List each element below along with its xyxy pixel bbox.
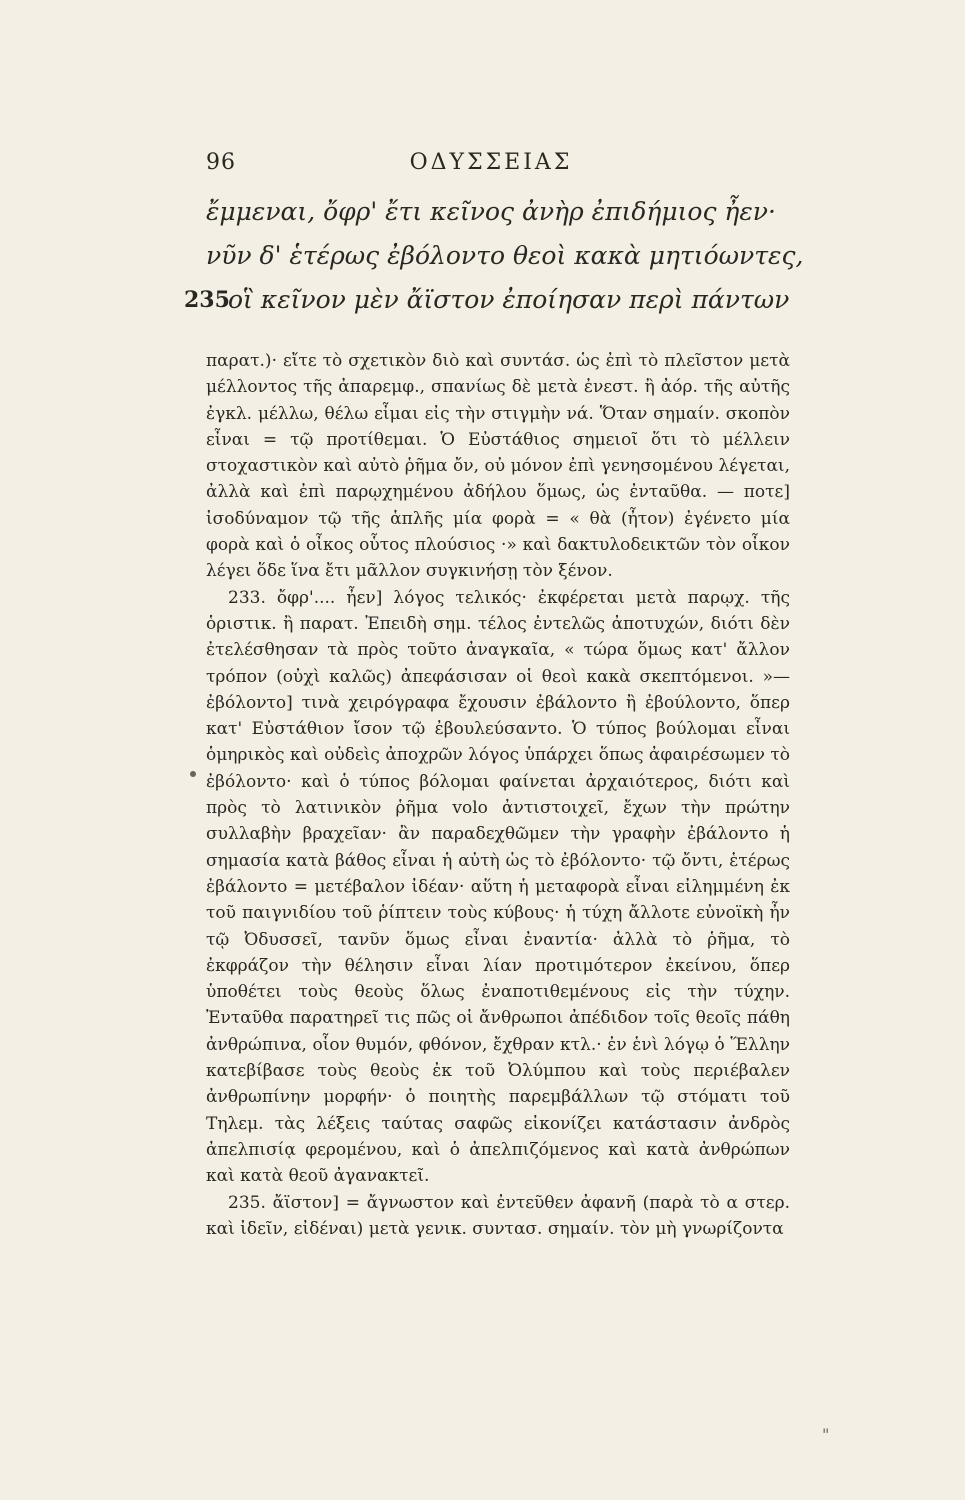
verse-text: νῦν δ' ἑτέρως ἐβόλοντο θεοὶ κακὰ μητιόωντες, xyxy=(206,241,804,270)
verse-line xyxy=(206,190,786,234)
commentary-paragraph: 233. ὄφρ'.... ἦεν] λόγος τελικός· ἐκφέρεται μετὰ παρῳχ. τῆς ὁριστικ. ἢ παρατ. Ἐπειδὴ σημ. τέλος ἐντελῶς ἀποτυχών, διότι δὲν ἐτελέσθησαν τὰ πρὸς τοῦτο ἀναγκαῖα, « τώρα ὅμως κατ' ἄλλον τρόπον (οὐχὶ καλῶς) ἀπεφάσισαν οἱ θεοὶ κακὰ σκεπτόμενοι. »— ἐβόλοντο] τινὰ χειρόγραφα ἔχουσιν ἐβάλοντο ἢ ἐβούλοντο, ὅπερ κατ' Εὐστάθιον ἴσον τῷ ἐβουλεύσαντο. Ὁ τύπος βούλομαι εἶναι ὁμηρικὸς καὶ οὐδεὶς ἀποχρῶν λόγος ὑπάρχει ὅπως ἀφαιρέσωμεν τὸ ἐβόλοντο· καὶ ὁ τύπος βόλομαι φαίνεται ἀρχαιότερος, διότι καὶ πρὸς τὸ λατινικὸν ῥῆμα volo ἀντιστοιχεῖ, ἔχων τὴν πρώτην συλλαβὴν βραχεῖαν· ἂν παραδεχθῶμεν τὴν γραφὴν ἐβάλοντο ἡ σημασία κατὰ βάθος εἶναι ἡ αὐτὴ ὡς τὸ ἐβόλοντο· τῷ ὄντι, ἑτέρως ἐβάλοντο = μετέβαλον ἰδέαν· αὕτη ἡ μεταφορὰ εἶναι εἰλημμένη ἐκ τοῦ παιγνιδίου τοῦ ῥίπτειν τοὺς κύβους· ἡ τύχη ἄλλοτε εὐνοϊκὴ ἦν τῷ Ὀδυσσεῖ, τανῦν ὅμως εἶναι ἐναντία· ἀλλὰ τὸ ῥῆμα, τὸ ἐκφράζον τὴν θέλησιν εἶναι λίαν προτιμότερον ἐκείνου, ὅπερ ὑποθέτει τοὺς θεοὺς ὅλως ἐναποτιθεμένους εἰς τὴν τύχην. Ἐνταῦθα παρατηρεῖ τις πῶς οἱ ἄνθρωποι ἀπέδιδον τοῖς θεοῖς πάθη ἀνθρώπινα, οἷον θυμόν, φθόνον, ἔχθραν κτλ.· ἐν ἑνὶ λόγῳ ὁ Ἕλλην κατεβίβασε τοὺς θεοὺς ἐκ τοῦ Ὀλύμπου καὶ τοὺς περιέβαλεν ἀνθρωπίνην μορφήν· ὁ ποιητὴς παρεμβάλλων τῷ στόματι τοῦ Τηλεμ. τὰς λέξεις ταύτας σαφῶς εἰκονίζει κατάστασιν ἀνδρὸς ἀπελπισίᾳ φερομένου, καὶ ὁ ἀπελπιζόμενος καὶ κατὰ ἀνθρώπων καὶ κατὰ θεοῦ ἀγανακτεῖ. xyxy=(206,587,790,1187)
verse-number: 235 xyxy=(184,287,230,313)
verse-line xyxy=(206,234,804,278)
commentary-paragraph: παρατ.)· εἴτε τὸ σχετικὸν διὸ καὶ συντάσ. ὡς ἐπὶ τὸ πλεῖστον μετὰ μέλλοντος τῆς ἀπαρεμφ., σπανίως δὲ μετὰ ἐνεστ. ἢ ἀόρ. τῆς αὐτῆς ἐγκλ. μέλλω, θέλω εἶμαι εἰς τὴν στιγμὴν νά. Ὅταν σημαίν. σκοπὸν εἶναι = τῷ προτίθεμαι. Ὁ Εὐστάθιος σημειοῖ ὅτι τὸ μέλλειν στοχαστικὸν καὶ αὐτὸ ῥῆμα ὄν, οὐ μόνον ἐπὶ γενησομένου λέγεται, ἀλλὰ καὶ ἐπὶ παρῳχημένου ἀδήλου ὅμως, ὡς ἐνταῦθα. — ποτε] ἰσοδύναμον τῷ τῆς ἁπλῆς μία φορὰ = « θὰ (ἦτον) ἐγένετο μία φορὰ καὶ ὁ οἶκος οὗτος πλούσιος ·» καὶ δακτυλοδεικτῶν τὸν οἶκον λέγει ὅδε ἵνα ἔτι μᾶλλον συγκινήσῃ τὸν ξένον. xyxy=(206,351,790,582)
running-title: ΟΔΥΣΣΕΙΑΣ xyxy=(409,150,573,175)
commentary xyxy=(206,348,790,1242)
commentary-paragraph: 235. ἄϊστον] = ἄγνωστον καὶ ἐντεῦθεν ἀφανῆ (παρὰ τὸ α στερ. καὶ ἰδεῖν, εἰδέναι) μετὰ γενικ. συντασ. σημαίν. τὸν μὴ γνωρίζοντα xyxy=(206,1192,790,1239)
corner-mark: " xyxy=(822,1425,830,1444)
verse-text: ἔμμεναι, ὄφρ' ἔτι κεῖνος ἀνὴρ ἐπιδήμιος ἦεν· xyxy=(206,197,776,226)
verse-text: οἳ κεῖνον μὲν ἄϊστον ἐποίησαν περὶ πάντων xyxy=(228,285,790,314)
page-number: 96 xyxy=(206,150,236,175)
verse-block xyxy=(184,190,804,322)
verse-line xyxy=(184,278,790,322)
margin-dot xyxy=(190,771,196,777)
page-header xyxy=(206,150,776,184)
